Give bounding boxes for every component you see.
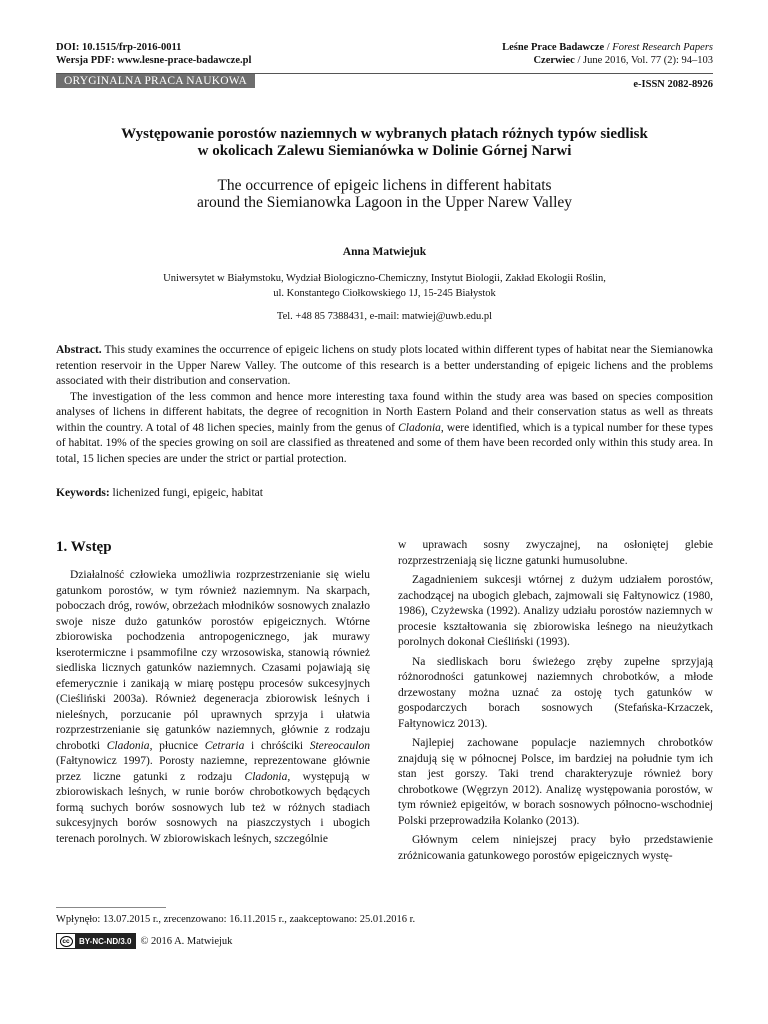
section-heading: 1. Wstęp (56, 539, 112, 555)
intro-paragraph-continued: w uprawach sosny zwyczajnej, na osłoniętej glebie rozprzestrzeniają się liczne gatunki humusolubne. (398, 539, 713, 567)
header-left (56, 41, 386, 67)
submission-dates: Wpłynęło: 13.07.2015 r., zrecenzowano: 16.11.2015 r., zaakceptowano: 25.01.2016 r. (56, 914, 416, 925)
license-line (56, 933, 232, 949)
intro-paragraph-4: Najlepiej zachowane populacje naziemnych chrobotków znajdują się w północnej Polsce, im bardziej na południe tym ich stan jest gorszy. Taki trend charakteryzuje również bory chrobotkowe (Węgrzyn 2012). Analizę występowania porostów, w tym również epigeitów, w borach sosnowych północno-wschodniej Polski przeprowadziła Kolanko (2013). (398, 737, 713, 827)
intro-paragraph-3: Na siedliskach boru świeżego zręby zupełne sprzyjają różnorodności gatunkowej naziemnych chrobotków, a młode drzewostany można uznać za ostoję tych gatunków w gospodarczych borach sosnowych (Stefańska-Krzaczek, Fałtynowicz 2013). (398, 655, 713, 730)
pdf-version-link[interactable]: Wersja PDF: www.lesne-prace-badawcze.pl (56, 55, 252, 66)
copyright: © 2016 A. Matwiejuk (140, 935, 233, 947)
abstract-paragraph-2: The investigation of the less common and hence more interesting taxa found within the study area was based on species composition analyses of lichens in different habitats, the degree of recognition in North Eastern Poland and their conservation status as well as threats within the country. A total of 48 lichen species, mainly from the genus of Cladonia, were identified, which is a typical number for these types of habitat. 19% of the species growing on soil are classified as threatened and some of them have been recorded only within this study area. In total, 15 lichen species are under the strict or partial protection. (56, 390, 714, 465)
header-right (380, 41, 713, 67)
title-polish: Występowanie porostów naziemnych w wybranych płatach różnych typów siedlisk w okolicach Zalewu Siemianówka w Dolinie Górnej Narwi (121, 126, 648, 159)
cc-logo-icon: cc (57, 934, 75, 948)
keywords: Keywords: lichenized fungi, epigeic, habitat (56, 487, 263, 499)
contact-info: Tel. +48 85 7388431, e-mail: matwiej@uwb.edu.pl (276, 311, 493, 322)
footnote-rule (56, 907, 166, 908)
intro-paragraph-1: Działalność człowieka umożliwia rozprzestrzenianie się wielu gatunkom porostów, w tym również naziemnym. Na skarpach, poboczach dróg, rowów, obrzeżach młodników sosnowych znalazło swoje nisze dużo gatunków porostów epigeicznych. Wtórne zbiorowiska pochodzenia antropogenicznego, jak murawy kserotermiczne i psammofilne czy wrzosowiska, stanowią również siedliska licznych gatunków naziemnych. Czasami pojawiają się efemerycznie i zanikają w miarę postępu procesów sukcesyjnych (Cieśliński 2003a). Również degeneracja zbiorowisk leśnych i nieleśnych, porzucanie pól uprawnych sprzyja i ułatwia rozprzestrzenianie się gatunków naziemnych, głównie z rodzaju chrobotki Cladonia, płucnice Cetraria i chróściki Stereocaulon (Fałtynowicz 1997). Porosty naziemne, reprezentowane głównie przez liczne gatunki z rodzaju Cladonia, występują w zbiorowiskach leśnych, w runie borów chrobotkowych będących formą suchych borów sosnowych lub też w różnych stadiach sukcesyjnych borów sosnowych na piaszczystych i ubogich terenach porolnych. W zbiorowiskach leśnych, szczególnie (56, 569, 370, 845)
intro-paragraph-2: Zagadnieniem sukcesji wtórnej z dużym udziałem porostów, zachodzącej na ubogich glebach, zajmowali się Fałtynowicz (1980, 1986), Czyżewska (1992). Analizy udziału porostów naziemnych w procesie kształtowania się zbiorowiska leśnego na nieużytkach porolnych dokonał Cieśliński (1993). (398, 574, 713, 648)
abstract-paragraph-1: Abstract. This study examines the occurrence of epigeic lichens on study plots located within different types of habitat near the Siemianowka retention reservoir in the Upper Narew Valley. The outcome of this research is a better understanding of epigeic lichens and the problems associated with their distribution and conservation. (56, 344, 713, 387)
article-type-badge: ORYGINALNA PRACA NAUKOWA (56, 74, 255, 88)
cc-license-badge[interactable]: cc BY-NC-ND/3.0 (56, 933, 136, 949)
left-column (56, 568, 370, 851)
author-name: Anna Matwiejuk (342, 246, 427, 258)
intro-paragraph-5: Głównym celem niniejszej pracy było przedstawienie zróżnicowania gatunkowego porostów epigeicznych wystę- (398, 834, 713, 862)
eissn: e-ISSN 2082-8926 (633, 79, 713, 90)
right-column (398, 538, 713, 868)
issue-info: Czerwiec / June 2016, Vol. 77 (2): 94–103 (533, 55, 713, 66)
abstract (56, 343, 713, 467)
journal-name: Leśne Prace Badawcze / Forest Research Papers (502, 42, 713, 53)
doi: DOI: 10.1515/frp-2016-0011 (56, 42, 182, 53)
title-english: The occurrence of epigeic lichens in different habitats around the Siemianowka Lagoon in the Upper Narew Valley (196, 177, 573, 211)
affiliation: Uniwersytet w Białymstoku, Wydział Biologiczno-Chemiczny, Instytut Biologii, Zakład Ekologii Roślin, ul. Konstantego Ciołkowskiego 1J, 15-245 Białystok (163, 273, 606, 299)
